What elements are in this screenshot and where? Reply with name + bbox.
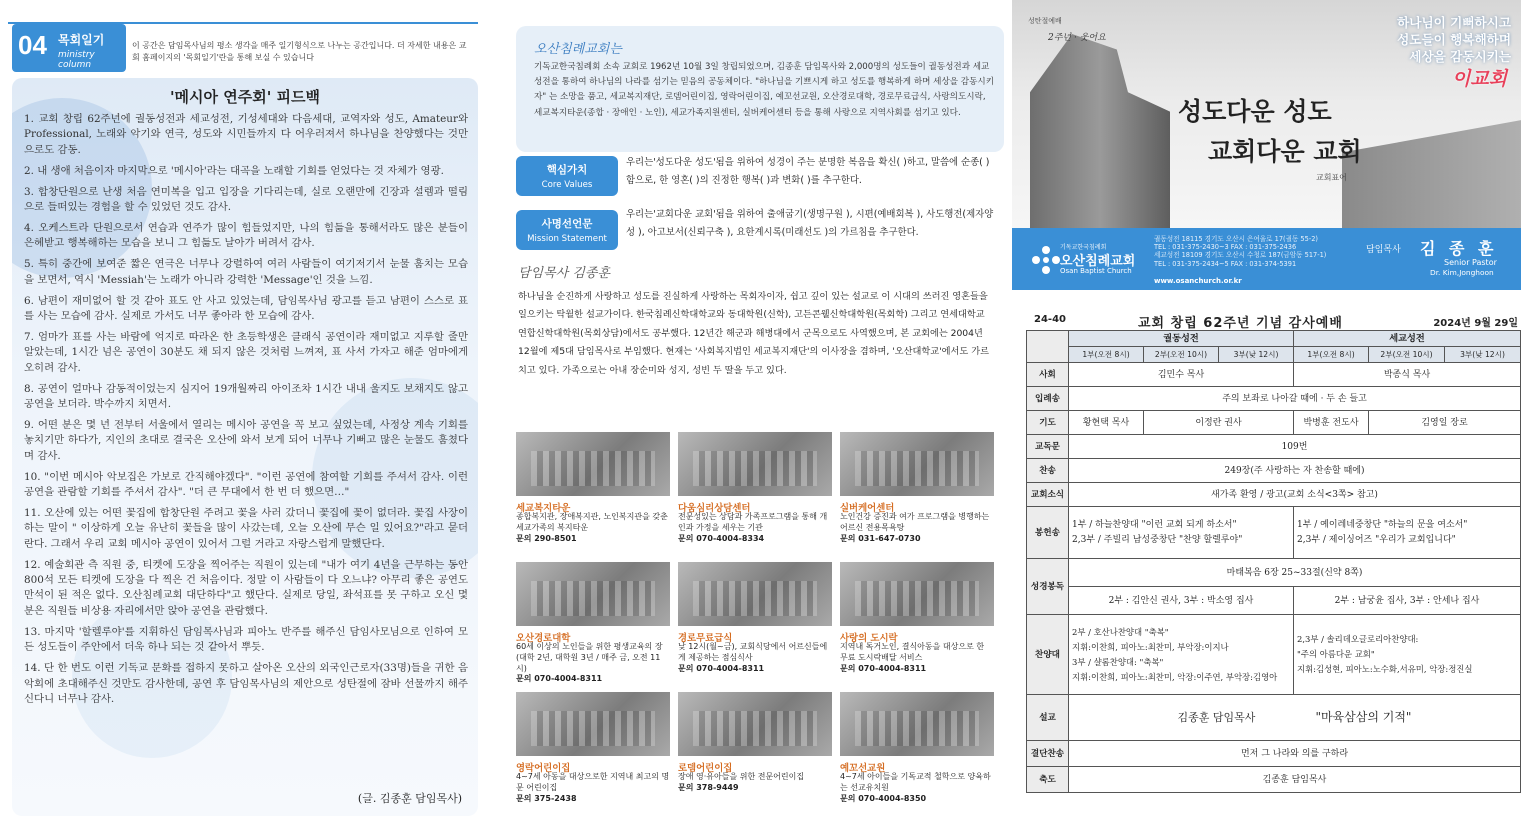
paragraph: 3. 합창단원으로 난생 처음 연미복을 입고 입장을 기다리는데, 실로 오랜만에 긴장과 설렘과 떨림으로 들떠있는 경험을 할 수 있었던 것도 감사.	[24, 185, 468, 214]
pastor-script-title: 담임목사 김종훈	[518, 266, 611, 281]
ministry-card	[678, 432, 832, 556]
table-row: 1부(오전 8시) 2부(오전 10시) 3부(낮 12시) 1부(오전 8시) 2부(오전 10시) 3부(낮 12시)	[1027, 347, 1521, 363]
order-of-service-table	[1026, 330, 1521, 793]
service-date: 2024년 9월 29일	[1433, 318, 1518, 329]
ministry-photo	[678, 562, 832, 626]
ministry-name: 예꼬선교원	[840, 763, 886, 774]
campus-a-header: 궐동성전	[1069, 331, 1294, 347]
church-info-band	[1012, 228, 1521, 290]
ministry-desc: 4~7세 아이들을 기독교적 철학으로 양육하는 선교유치원 문의 070-4004-8350	[840, 772, 991, 803]
mission-kor: 사명선언문	[541, 218, 593, 230]
motto-line: 성도들이 행복해하며	[1397, 32, 1511, 47]
column-badge	[12, 24, 126, 72]
ministry-card	[678, 562, 832, 686]
service-title: 교회 창립 62주년 기념 감사예배	[1138, 316, 1343, 331]
table-row: 교회소식 새가족 환영 / 광고(교회 소식<3쪽> 참고)	[1027, 483, 1521, 507]
church-address: 궐동성전 18115 경기도 오산시 은여울로 17(궐동 55-2) TEL : 031-375-2430~3 FAX : 031-375-2436 세교성전 18109 경기도 오산시 수청로 187(금암동 517-1) TEL : 031-375-2434~5 FAX : 031-374-5391	[1154, 235, 1327, 268]
mission-text: 우리는'교회다운 교회'됨을 위하여 출애굽기(생명구원 ), 시편(예배회복 ), 사도행전(제자양성 ), 아고보서(신뢰구축 ), 요한계시록(미래선도 )의 가르침을 추구한다.	[626, 209, 994, 238]
ministry-card	[516, 432, 670, 556]
ministry-grid	[516, 432, 998, 818]
cover-image	[1012, 0, 1521, 228]
pastor-bio: 하나님을 순진하게 사랑하고 성도를 진실하게 사랑하는 목회자이자, 쉽고 깊이 있는 설교로 이 시대의 쓰러진 영혼들을 일으키는 탁월한 설교가이다. 한국침례신학대학교와 동대학원(신학), 고든콘웰신학대학원(목회학) 그리고 연세대학교 연합신학대학원(목회상담)에서도 공부했다. 12년간 해군과 해병대에서 군목으로도 사역했으며, 본 교회에는 2004년 12월에 제5대 담임목사로 부임했다. 현재는 '사회복지법인 세교복지재단'의 이사장을 겸하며, '오산대학교'에서도 가르치고 있다. 가족으로는 아내 장순미와 성지, 성빈 두 딸을 두고 있다.	[518, 291, 989, 376]
ministry-name: 로뎀어린이집	[678, 763, 733, 774]
core-values-eng: Core Values	[541, 180, 593, 190]
motto-line: 세상을 감동시키는	[1409, 49, 1511, 64]
website-link[interactable]: www.osanchurch.or.kr	[1154, 277, 1242, 285]
anniversary-logo: 2주년 · 웃어요	[1048, 33, 1106, 43]
ministry-desc: 지역내 독거노인, 결식아동을 대상으로 한 무료 도시락배달 서비스 문의 070-4004-8311	[840, 642, 985, 673]
ministry-photo	[840, 562, 994, 626]
church-intro-panel	[508, 20, 998, 820]
cover-panel	[1012, 0, 1521, 840]
paragraph: 10. "이번 메시아 악보집은 가보로 간직해야겠다". "이런 공연에 참여할 기회를 주셔서 감사. 이런 공연을 관람할 기회를 주셔서 감사". "더 큰 무대에서 한 번 더 했으면…"	[24, 470, 468, 499]
paragraph: 11. 오산에 있는 어떤 꽃집에 합창단원 주려고 꽃을 사러 갔더니 꽃집에 꽃이 없더라. 꽃집 사장이 하는 말이 " 이상하게 오늘 유난히 꽃들을 많이 사갔는데, 오늘 오산에 무슨 일 있어요?"라고 묻더란다. 그래서 우리 교회 메시아 공연이 있어서 그럴 거라고 자랑스럽게 말했단다.	[24, 506, 468, 550]
ministry-name: 다움심리상담센터	[678, 503, 751, 514]
table-row: 축도 김종훈 담임목사	[1027, 767, 1521, 793]
column-title: 목회일기	[58, 33, 105, 47]
ministry-card	[516, 562, 670, 686]
paragraph: 4. 오케스트라 단원으로서 연습과 연주가 많이 힘들었지만, 나의 힘듦을 통해서라도 많은 분들이 은혜받고 행복해하는 모습을 보니 그 힘듦도 날아가 버려서 감사.	[24, 221, 468, 250]
paragraph: 12. 예술회관 측 직원 중, 티켓에 도장을 찍어주는 직원이 있는데 "내가 여기 4년을 근무하는 동안 800석 모든 티켓에 도장을 다 찍은 건 처음이다. 정말 이 사람들이 다 오느냐? 아무리 좋은 공연도 만석이 된 적은 없다. 오산침례교회 대단하다"고 했단다. 실제로 당일, 좌석표를 못 구하고 오신 몇 분은 직원들 비상용 자리에서만 앉아 공연을 관람했다.	[24, 558, 468, 617]
campus-b-header: 세교성전	[1294, 331, 1521, 347]
ministry-card	[840, 432, 994, 556]
ministry-photo	[840, 432, 994, 496]
paragraph: 13. 마지막 '할렐루야'를 지휘하신 담임목사님과 피아노 반주를 해주신 담임사모님으로 인하여 모든 성도들이 주안에서 더욱 하나 되는 것 같아서 뿌듯.	[24, 625, 468, 654]
week-number: 24-40	[1034, 314, 1066, 325]
ministry-card	[840, 562, 994, 686]
cover-small-text: 성탄절예배	[1028, 17, 1062, 25]
table-row: 봉헌송 1부 / 하늘찬양대 "이런 교회 되게 하소서" 2,3부 / 주빌리 남성중창단 "찬양 할렐루야" 1부 / 예이레네중창단 "하늘의 문을 여소서" 2,3부 / 제이싱어즈 "우리가 교회입니다"	[1027, 507, 1521, 559]
core-values-kor: 핵심가치	[546, 164, 588, 176]
church-motto	[1397, 14, 1511, 65]
ministry-name: 영락어린이집	[516, 763, 571, 774]
ministry-desc: 장애 영·유아들을 위한 전문어린이집 문의 378-9449	[678, 772, 805, 792]
ministry-photo	[678, 432, 832, 496]
ministry-name: 경로무료급식	[678, 633, 733, 644]
mission-eng: Mission Statement	[527, 234, 607, 244]
paragraph: 1. 교회 창립 62주년에 궐동성전과 세교성전, 기성세대와 다음세대, 교역자와 성도, Amateur와 Professional, 노래와 악기와 연극, 성도와 시민들까지 다 어우러져서 하나님을 찬양했다는 것만으로도 감동.	[24, 113, 468, 156]
ministry-desc: 낮 12시(월~금), 교회식당에서 어르신들에게 제공하는 점심식사 문의 070-4004-8311	[678, 642, 828, 673]
table-row	[1027, 331, 1521, 347]
paragraph: 2. 내 생애 처음이자 마지막으로 '메시아'라는 대곡을 노래할 기회를 얻었다는 것 자체가 영광.	[24, 164, 444, 177]
denomination: 기독교한국침례회	[1060, 244, 1107, 251]
column-subtitle: ministry column	[58, 50, 95, 70]
ministry-desc: 노인건강 증진과 여가 프로그램을 병행하는 어르신 전용목욕탕 문의 031-647-0730	[840, 512, 990, 543]
core-values-badge	[516, 156, 618, 196]
ministry-column	[8, 20, 478, 820]
church-script-title: 오산침례교회는	[534, 42, 622, 57]
church-name-eng: Osan Baptist Church	[1060, 267, 1132, 275]
ministry-photo	[840, 692, 994, 756]
page-number: 04	[18, 30, 47, 60]
signature: (글. 김종훈 담임목사)	[357, 792, 462, 805]
table-row: 사회 김민수 목사 박종식 목사	[1027, 363, 1521, 387]
table-row: 찬양대 2부 / 호산나찬양대 "축복" 지휘:이찬희, 피아노:최찬미, 부악장:이지나 3부 / 샬롬찬양대: "축복" 지휘:이찬희, 피아노:최찬미, 악장:이주연, 부악장:김영아 2,3부 / 솔리데오글로리아찬양대: "주의 아름다운 교회" 지휘:김성현, 피아노:노수화,서유미, 악장:정진실	[1027, 615, 1521, 695]
ministry-name: 사랑의 도시락	[840, 633, 898, 644]
pastor-name-eng: Dr. Kim,Jonghoon	[1430, 268, 1494, 277]
church-name: 오산침례교회	[1060, 254, 1136, 269]
ministry-photo	[516, 562, 670, 626]
ministry-card	[516, 692, 670, 816]
ministry-card	[840, 692, 994, 816]
church-intro-text: 기독교한국침례회 소속 교회로 1962년 10월 3일 창립되었으며, 김종훈 담임목사와 2,000명의 성도들이 궐동성전과 세교성전을 통하여 하나님의 나라를 섬기는 믿음의 공동체이다. "하나님을 기쁘시게 하고 성도를 행복하게 하며 세상을 감동시키자" 는 소망을 품고, 세교복지재단, 로뎀어린이집, 영락어린이집, 예꼬선교원, 오산경로대학, 경로무료급식, 사랑의도시락, 세교복지타운(종합 · 장애인 · 노인), 세교가족지원센터, 실버케어센터 등을 통해 사랑으로 지역사회를 섬기고 있다.	[534, 62, 995, 118]
church-building-photo	[1030, 34, 1170, 228]
paragraph: 6. 남편이 재미없어 할 것 같아 표도 안 사고 있었는데, 담임목사님 광고를 듣고 남편이 스스로 표를 사는 모습에 감사. 실제로 가서도 너무 좋아라 한 모습에 감사.	[24, 294, 468, 322]
paragraph: 5. 특히 중간에 보여준 짧은 연극은 너무나 강렬하여 여러 사람들이 여기저기서 눈물 훔치는 모습을 보면서, 역시 'Messiah'는 노래가 아니라 강력한 'Message'인 것을 느낌.	[24, 258, 468, 286]
church-building-photo	[1342, 120, 1521, 228]
intro-box	[516, 26, 1004, 152]
table-row: 설교 김종훈 담임목사 "마육삼삼의 기적"	[1027, 695, 1521, 741]
slogan-line-2: 교회다운 교회	[1208, 137, 1362, 166]
ministry-photo	[678, 692, 832, 756]
ministry-desc: 전문성있는 상담과 가족프로그램을 통해 개인과 가정을 세우는 기관 문의 070-4004-8334	[678, 512, 828, 543]
slogan-caption: 교회표어	[1316, 173, 1347, 182]
pastor-role: 담임목사	[1366, 245, 1401, 255]
table-row: 2부 : 김안신 권사, 3부 : 박소영 집사 2부 : 남궁윤 집사, 3부 : 안세나 집사	[1027, 587, 1521, 615]
table-row: 성경봉독 마태복음 6장 25~33절(신약 8쪽)	[1027, 559, 1521, 587]
ministry-desc: 4~7세 아동을 대상으로한 지역내 최고의 명문 어린이집 문의 375-2438	[516, 772, 670, 803]
core-values-text: 우리는'성도다운 성도'됨을 위하여 성경이 주는 분명한 복음을 확신( )하고, 말씀에 순종( )함으로, 한 영혼( )의 진정한 행복( )과 변화( )를 추구한다.	[626, 157, 990, 186]
ministry-photo	[516, 432, 670, 496]
column-intro: 이 공간은 담임목사님의 평소 생각을 매주 일기형식으로 나누는 공간입니다. 더 자세한 내용은 교회 홈페이지의 '목회일기'란을 통해 보실 수 있습니다	[132, 41, 467, 62]
mission-badge	[516, 210, 618, 250]
ministry-photo	[516, 692, 670, 756]
column-heading: '메시아 연주회' 피드백	[169, 88, 321, 106]
motto-brand: 이교회	[1451, 68, 1507, 90]
column-body	[24, 112, 468, 713]
pastor-name: 김 종 훈	[1420, 239, 1498, 258]
table-row: 교독문 109번	[1027, 435, 1521, 459]
service-header	[1032, 312, 1518, 330]
ministry-desc: 60세 이상의 노인들을 위한 평생교육의 장 (대학 2년, 대학원 3년 / 매주 금, 오전 11시) 문의 070-4004-8311	[516, 642, 663, 684]
ministry-name: 오산경로대학	[516, 633, 571, 644]
sermon-preacher: 김종훈 담임목사	[1177, 710, 1256, 724]
paragraph: 8. 공연이 얼마나 감동적이었는지 심지어 19개월짜리 아이조차 1시간 내내 울지도 보채지도 않고 공연을 보더라. 박수까지 치면서.	[24, 382, 468, 410]
ministry-card	[678, 692, 832, 816]
pastor-title-eng: Senior Pastor	[1444, 258, 1497, 267]
table-row: 찬송 249장(주 사랑하는 자 찬송할 때에)	[1027, 459, 1521, 483]
table-row: 결단찬송 먼저 그 나라와 의를 구하라	[1027, 741, 1521, 767]
sermon-title: "마육삼삼의 기적"	[1315, 709, 1412, 724]
motto-line: 하나님이 기뻐하시고	[1397, 15, 1511, 30]
paragraph: 14. 단 한 번도 이런 기독교 문화를 접하지 못하고 살아온 오산의 외국인근로자(33명)들을 귀한 음악회에 초대해주신 것만도 감사한데, 공연 후 담임목사님의 제안으로 성탄절에 잠바 선물까지 해주신다니 너무나 감사.	[24, 662, 468, 705]
ministry-name: 실버케어센터	[840, 503, 895, 514]
table-row: 기도 황현택 목사 이정란 권사 박병훈 전도사 김영일 장로	[1027, 411, 1521, 435]
paragraph: 9. 어떤 분은 몇 년 전부터 서울에서 열리는 메시아 공연을 꼭 보고 싶었는데, 사정상 계속 기회를 놓치기만 하다가, 지인의 초대로 결국은 오산에 와서 보게 되어 너무나 기뻐고 많은 눈물도 훔쳤다며 감사.	[24, 418, 468, 462]
table-row: 입례송 주의 보좌로 나아갈 때에 · 두 손 들고	[1027, 387, 1521, 411]
paragraph: 7. 엄마가 표를 사는 바람에 억지로 따라온 한 초등학생은 클래식 공연이라 재미없고 지루할 줄만 알았는데, 1시간 넘은 공연이 30분도 채 되지 않은 것처럼 느껴져, 표 사서 가자고 해준 엄마에게 오히려 감사.	[24, 330, 468, 374]
ministry-desc: 종합복지관, 장애복지관, 노인복지관을 갖춘 세교가족의 복지타운 문의 290-8501	[516, 512, 668, 543]
column-box	[12, 78, 478, 816]
ministry-name: 세교복지타운	[516, 503, 571, 514]
slogan-line-1: 성도다운 성도	[1178, 97, 1332, 126]
